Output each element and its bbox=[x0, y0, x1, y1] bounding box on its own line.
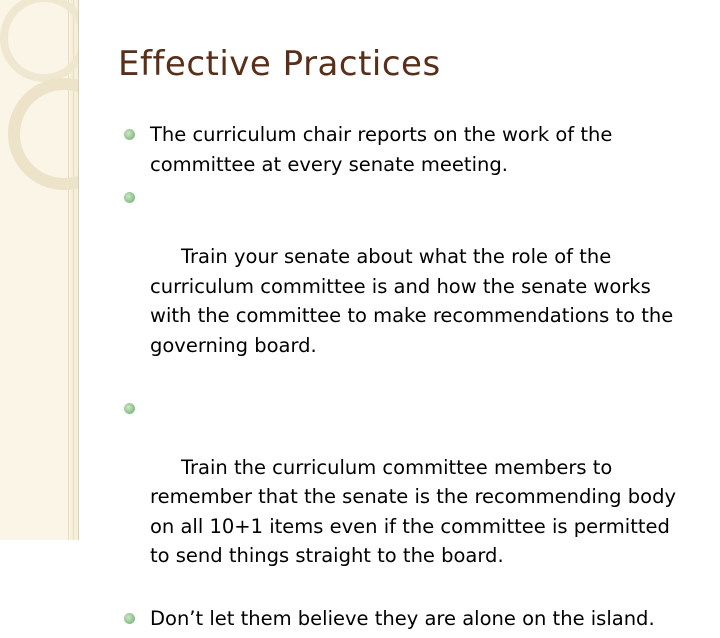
bullet-text: Train your senate about what the role of the curriculum committee is and how the senate works with the committee to make recommendations to the governing board. bbox=[150, 245, 680, 357]
bullet-item bbox=[120, 604, 695, 634]
slide-title: Effective Practices bbox=[118, 44, 441, 84]
bullet-dot-icon bbox=[124, 129, 135, 140]
bullet-item bbox=[120, 183, 695, 390]
bullet-dot-icon bbox=[124, 613, 135, 624]
bullet-item bbox=[120, 120, 695, 179]
bullet-dot-icon bbox=[124, 192, 135, 203]
bullet-text: The curriculum chair reports on the work of the committee at every senate meeting. bbox=[150, 123, 613, 176]
bullet-dot-icon bbox=[124, 403, 135, 414]
bullet-text: Train the curriculum committee members to remember that the senate is the recommending body on all 10+1 items even if the committee is permitted to send things straight to the board. bbox=[150, 455, 683, 567]
decorative-side-panel bbox=[0, 0, 79, 540]
bullet-text: Don’t let them believe they are alone on the island. bbox=[150, 607, 655, 630]
bullet-list bbox=[120, 120, 695, 638]
bullet-item bbox=[120, 394, 695, 601]
